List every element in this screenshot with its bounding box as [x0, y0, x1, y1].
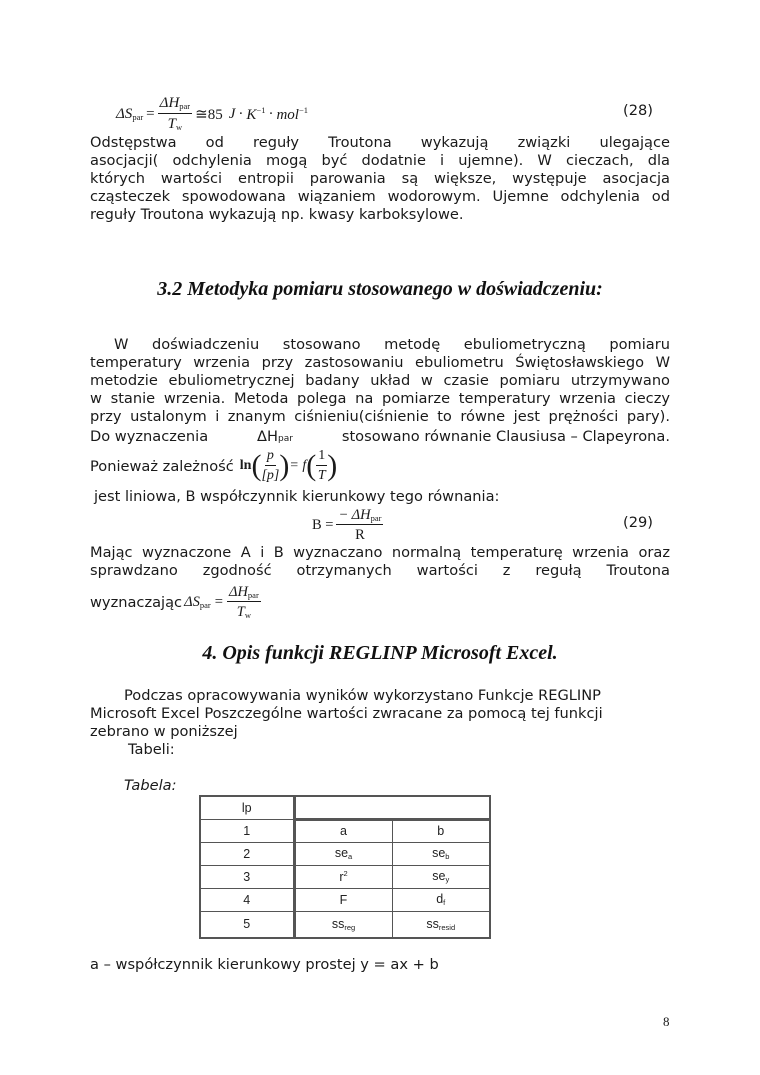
table-cell-b — [392, 819, 490, 842]
paragraph-line: zebrano w poniższej — [90, 723, 238, 740]
eq28-lhs-symbol: ΔS — [116, 105, 133, 122]
text-wyznaczajac: wyznaczając — [90, 593, 183, 611]
table-cell-a — [294, 819, 392, 842]
fraction-den-sub: w — [244, 610, 251, 620]
table-cell-lp: 5 — [200, 911, 294, 938]
fraction-den: T — [236, 604, 245, 620]
eq28-unit-mol-sup: −1 — [298, 104, 308, 115]
eq28-unit-mol-symbol: mol — [276, 106, 299, 123]
eq28-unit-j: J — [228, 105, 236, 122]
delta-s-symbol: ΔS — [184, 593, 200, 610]
table-cell-lp: 3 — [200, 865, 294, 888]
table-cell-lp: 2 — [200, 842, 294, 865]
paragraph-line: temperatury wrzenia przy zastosowaniu ebuliometru Świętosławskiego W — [90, 354, 670, 371]
section-heading-3-2: 3.2 Metodyka pomiaru stosowanego w doświadczeniu: — [157, 278, 603, 300]
paragraph-line: sprawdzano zgodność otrzymanych wartości z regułą Troutona — [90, 562, 670, 579]
paragraph-line: Odstępstwa od reguły Troutona wykazują związki ulegające — [90, 134, 670, 151]
table-cell-a — [294, 888, 392, 911]
table-cell-lp: 1 — [200, 819, 294, 842]
cell-subscript: a — [348, 852, 353, 861]
eq29-fraction — [336, 508, 383, 543]
eq28-unit-k-sup: −1 — [256, 104, 266, 115]
one-over-t-fraction — [316, 449, 327, 483]
ln-symbol: ln — [239, 458, 252, 473]
equation-29 — [312, 506, 383, 544]
table-cell-b — [392, 842, 490, 865]
paragraph-method — [90, 336, 670, 448]
text-clausius-clapeyron: stosowano równanie Clausiusa – Clapeyrona. — [341, 428, 670, 445]
cell-subscript: resid — [438, 922, 456, 932]
eq28-fraction — [158, 96, 193, 132]
delta-h-symbol: ΔH — [257, 428, 279, 445]
equals-sign: = — [214, 593, 223, 610]
equals-f: = f — [289, 458, 307, 473]
table-header-row — [200, 796, 490, 819]
paragraph-line: Podczas opracowywania wyników wykorzystano Funkcje REGLINP — [124, 687, 601, 704]
paragraph-line: w stanie wrzenia. Metoda polega na pomiarze temperatury wrzenia cieczy — [90, 390, 670, 407]
reglinp-table — [199, 795, 491, 939]
p-over-p-fraction — [261, 449, 279, 483]
text-do-wyznaczenia: Do wyznaczenia — [90, 428, 209, 445]
equation-29-label: (29) — [623, 514, 653, 531]
table-header-lp: lp — [200, 796, 294, 819]
cell-subscript: f — [443, 898, 446, 907]
eq28-unit-k-symbol: K — [246, 106, 257, 123]
paragraph-line: Tabeli: — [128, 741, 175, 758]
paragraph-line: W doświadczeniu stosowano metodę ebuliometryczną pomiaru — [114, 336, 670, 353]
fraction-num: ΔH — [228, 583, 248, 600]
delta-s-par — [184, 594, 211, 611]
paragraph-reglinp — [90, 687, 670, 759]
cell-value: ss — [331, 916, 345, 931]
table-cell-b — [392, 888, 490, 911]
cell-value: d — [436, 892, 444, 906]
eq28-den: T — [167, 116, 176, 132]
delta-h-sub: par — [278, 434, 293, 444]
cell-value: se — [334, 846, 349, 860]
table-cell-b — [392, 865, 490, 888]
table-caption: Tabela: — [124, 777, 177, 794]
eq28-approx-value: ≅85 — [195, 106, 223, 123]
paragraph-line: asocjacji( odchylenia mogą być dodatnie i ujemne). W cieczach, dla — [90, 152, 670, 169]
p-denominator: [p] — [261, 468, 280, 483]
eq29-lhs: B = — [312, 516, 334, 533]
cell-subscript: y — [445, 875, 450, 884]
cell-value: se — [432, 846, 446, 860]
equation-28-label: (28) — [623, 102, 653, 119]
paragraph-line: Microsoft Excel Poszczególne wartości zwracane za pomocą tej funkcji — [90, 705, 603, 722]
text-poniewaz: Ponieważ zależność — [90, 457, 234, 475]
trouton-check-formula — [90, 582, 261, 622]
table-cell-lp: 4 — [200, 888, 294, 911]
table-row — [200, 865, 490, 888]
text-jest-liniowa: jest liniowa, B współczynnik kierunkowy tego równania: — [94, 488, 500, 505]
table-cell-a — [294, 842, 392, 865]
paragraph-line: których wartości entropii parowania są większe, występuje asocjacja — [90, 170, 670, 187]
cell-value: se — [432, 869, 446, 883]
paragraph-line: cząsteczek spowodowana wiązaniem wodorowym. Ujemne odchylenia od — [90, 188, 670, 205]
slope-definition: a – współczynnik kierunkowy prostej y = ax + b — [90, 956, 439, 973]
paragraph-line: reguły Troutona wykazują np. kwasy karboksylowe. — [90, 206, 464, 223]
eq28-equals: = — [146, 105, 155, 122]
cell-value: F — [339, 892, 348, 907]
equation-28: $\Delta S_{par}$ = $\frac{\Delta H_{par}}{T_w}$ ≅85 J · $K^{-1}$ · mol$^{-1}$ — [116, 95, 308, 132]
paragraph-boiling-temperature — [90, 544, 670, 580]
paragraph-line: przy ustalonym i znanym ciśnieniu(ciśnienie to równe jest prężności pary). — [90, 408, 670, 425]
eq29-den: R — [355, 527, 365, 543]
cell-value: b — [437, 824, 445, 838]
cell-subscript: b — [445, 852, 450, 861]
table-cell-a — [294, 911, 392, 938]
paragraph-line: metodzie ebuliometrycznej badany układ w czasie pomiaru utrzymywano — [90, 372, 670, 389]
linearity-statement: Ponieważ zależność ln ( $\frac{p}{[p]}$ ) = f ( $\frac{1}{T}$ ) — [90, 448, 338, 483]
cell-value: a — [340, 824, 347, 838]
table-row — [200, 819, 490, 842]
table-row — [200, 842, 490, 865]
p-numerator: p — [265, 449, 276, 466]
eq28-lhs — [116, 106, 143, 123]
paragraph-trouton-deviations — [90, 134, 670, 224]
section-heading-4: 4. Opis funkcji REGLINP Microsoft Excel. — [202, 642, 558, 664]
fraction-num-sub: par — [247, 589, 259, 600]
trouton-fraction — [227, 585, 261, 620]
one-numerator: 1 — [316, 449, 327, 466]
eq28-den-sub: w — [175, 122, 183, 132]
cell-value: ss — [426, 916, 439, 931]
cell-value: r — [339, 870, 344, 884]
page-number: 8 — [663, 1014, 670, 1029]
table-cell-a — [294, 865, 392, 888]
eq28-unit-k — [246, 105, 265, 124]
eq29-num: − ΔH — [338, 506, 371, 523]
eq28-num-sub: par — [179, 101, 191, 111]
table-row — [200, 911, 490, 938]
cell-superscript: 2 — [343, 869, 348, 878]
table-cell-b — [392, 911, 490, 938]
eq28-num: ΔH — [159, 95, 180, 111]
eq28-unit-mol — [276, 105, 308, 124]
delta-s-sub: par — [199, 599, 211, 610]
paragraph-line: Mając wyznaczone A i B wyznaczano normalną temperaturę wrzenia oraz — [90, 544, 670, 561]
table-header-blank — [294, 796, 490, 819]
table-row — [200, 888, 490, 911]
eq29-num-sub: par — [370, 512, 382, 523]
eq28-lhs-sub: par — [132, 111, 144, 122]
cell-subscript: reg — [344, 922, 356, 932]
t-denominator: T — [317, 468, 326, 483]
